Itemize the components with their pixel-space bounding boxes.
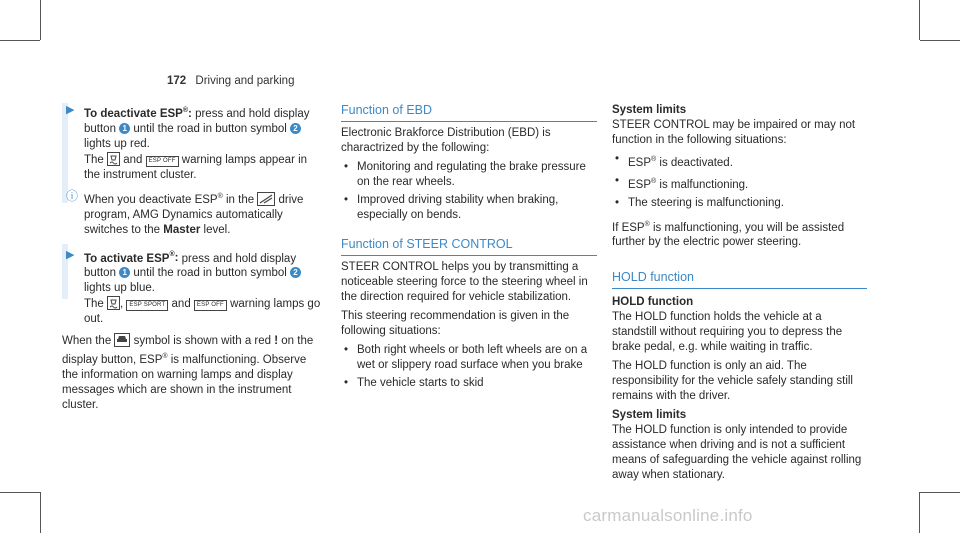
- system-limits-heading: System limits: [612, 104, 687, 116]
- section-heading-ebd: Function of EBD: [341, 103, 597, 122]
- steer-control-list: [341, 343, 597, 391]
- steer-control-intro: STEER CONTROL helps you by transmitting a noticeable steering force to the steering wheel in the direction required for vehicle stabilization.: [341, 261, 588, 303]
- list-item: • The steering is malfunctioning.: [612, 196, 867, 211]
- step-lead: To activate ESP: [84, 252, 170, 265]
- step-deactivate: ▶ To deactivate ESP®: press and hold display button 1 until the road in button symbol 2 lights up red. The and ESP OFF warning lamps appear in the instrument cluster.: [66, 104, 310, 181]
- crop-mark: [919, 492, 920, 533]
- hold-paragraph-2: The HOLD function is only an aid. The responsibility for the vehicle safely standing still remains with the driver.: [612, 360, 853, 403]
- car-skid-icon: [114, 333, 130, 347]
- column-ebd-steer: [341, 103, 597, 397]
- info-note: ⓘ When you deactivate ESP® in the drive program, AMG Dynamics automatically switches to the Master level.: [66, 188, 304, 236]
- esp-sport-icon: ESP SPORT: [126, 300, 168, 311]
- step-arrow-icon: ▶: [66, 104, 75, 116]
- ebd-list: [341, 160, 597, 223]
- hold-system-limits-heading: System limits: [612, 409, 687, 422]
- section-heading-steer-control: Function of STEER CONTROL: [341, 237, 597, 256]
- esp-off-icon: ESP OFF: [194, 300, 227, 311]
- list-item: • The vehicle starts to skid: [341, 376, 597, 391]
- steer-control-intro-2: This steering recommendation is given in the following situations:: [341, 310, 570, 337]
- hold-paragraph-3: The HOLD function is only intended to provide assistance when driving and is not a sufficient means of safeguarding the vehicle against rolling away when stationary.: [612, 424, 862, 482]
- button-symbol-badge: 2: [290, 123, 301, 134]
- button-symbol-badge: 2: [290, 267, 301, 278]
- esp-off-icon: ESP OFF: [146, 156, 179, 167]
- ebd-intro: Electronic Brakforce Distribution (EBD) is charactrized by the following:: [341, 127, 551, 154]
- malfunction-paragraph: When the symbol is shown with a red ! on the display button, ESP® is malfunctioning. Observe the information on warning lamps and display messages which are shown in the instrument cluster.: [62, 335, 314, 412]
- esp-warning-icon: [107, 296, 120, 310]
- section-heading-hold: HOLD function: [612, 270, 867, 289]
- display-button-badge: 1: [119, 267, 130, 278]
- section-title: Driving and parking: [195, 75, 295, 87]
- column-esp: [62, 103, 322, 417]
- column-limits-hold: [612, 103, 867, 487]
- list-item: • Monitoring and regulating the brake pressure on the rear wheels.: [341, 160, 597, 190]
- system-limits-intro: STEER CONTROL may be impaired or may not function in the following situations:: [612, 119, 856, 146]
- crop-mark: [0, 40, 40, 41]
- step-lead: To deactivate ESP: [84, 107, 183, 120]
- hold-paragraph-1: The HOLD function holds the vehicle at a standstill without requiring you to depress the brake pedal, e.g. while waiting in traffic.: [612, 311, 843, 354]
- list-item: • Improved driving stability when braking, especially on bends.: [341, 193, 597, 223]
- page-header: [167, 74, 294, 89]
- step-activate: ▶ To activate ESP®: press and hold display button 1 until the road in button symbol 2 lights up blue. The , ESP SPORT and ESP OFF warning lamps go out.: [66, 248, 321, 326]
- race-drive-icon: [257, 192, 275, 206]
- crop-mark: [919, 0, 920, 40]
- watermark: carmanualsonline.info: [583, 506, 753, 525]
- crop-mark: [920, 40, 960, 41]
- crop-mark: [40, 0, 41, 40]
- page-number: 172: [167, 75, 187, 87]
- info-icon: ⓘ: [66, 188, 79, 203]
- list-item: • Both right wheels or both left wheels are on a wet or slippery road surface when you brake: [341, 343, 597, 373]
- esp-malfunction-paragraph: If ESP® is malfunctioning, you will be assisted further by the electric power steering.: [612, 220, 845, 249]
- list-item: • ESP® is malfunctioning.: [612, 174, 867, 193]
- list-item: • ESP® is deactivated.: [612, 152, 867, 171]
- hold-subheading: HOLD function: [612, 296, 694, 309]
- esp-warning-icon: [107, 152, 120, 166]
- crop-mark: [920, 492, 960, 493]
- crop-mark: [0, 492, 40, 493]
- system-limits-list: [612, 152, 867, 211]
- crop-mark: [40, 492, 41, 533]
- display-button-badge: 1: [119, 123, 130, 134]
- step-arrow-icon: ▶: [66, 248, 75, 261]
